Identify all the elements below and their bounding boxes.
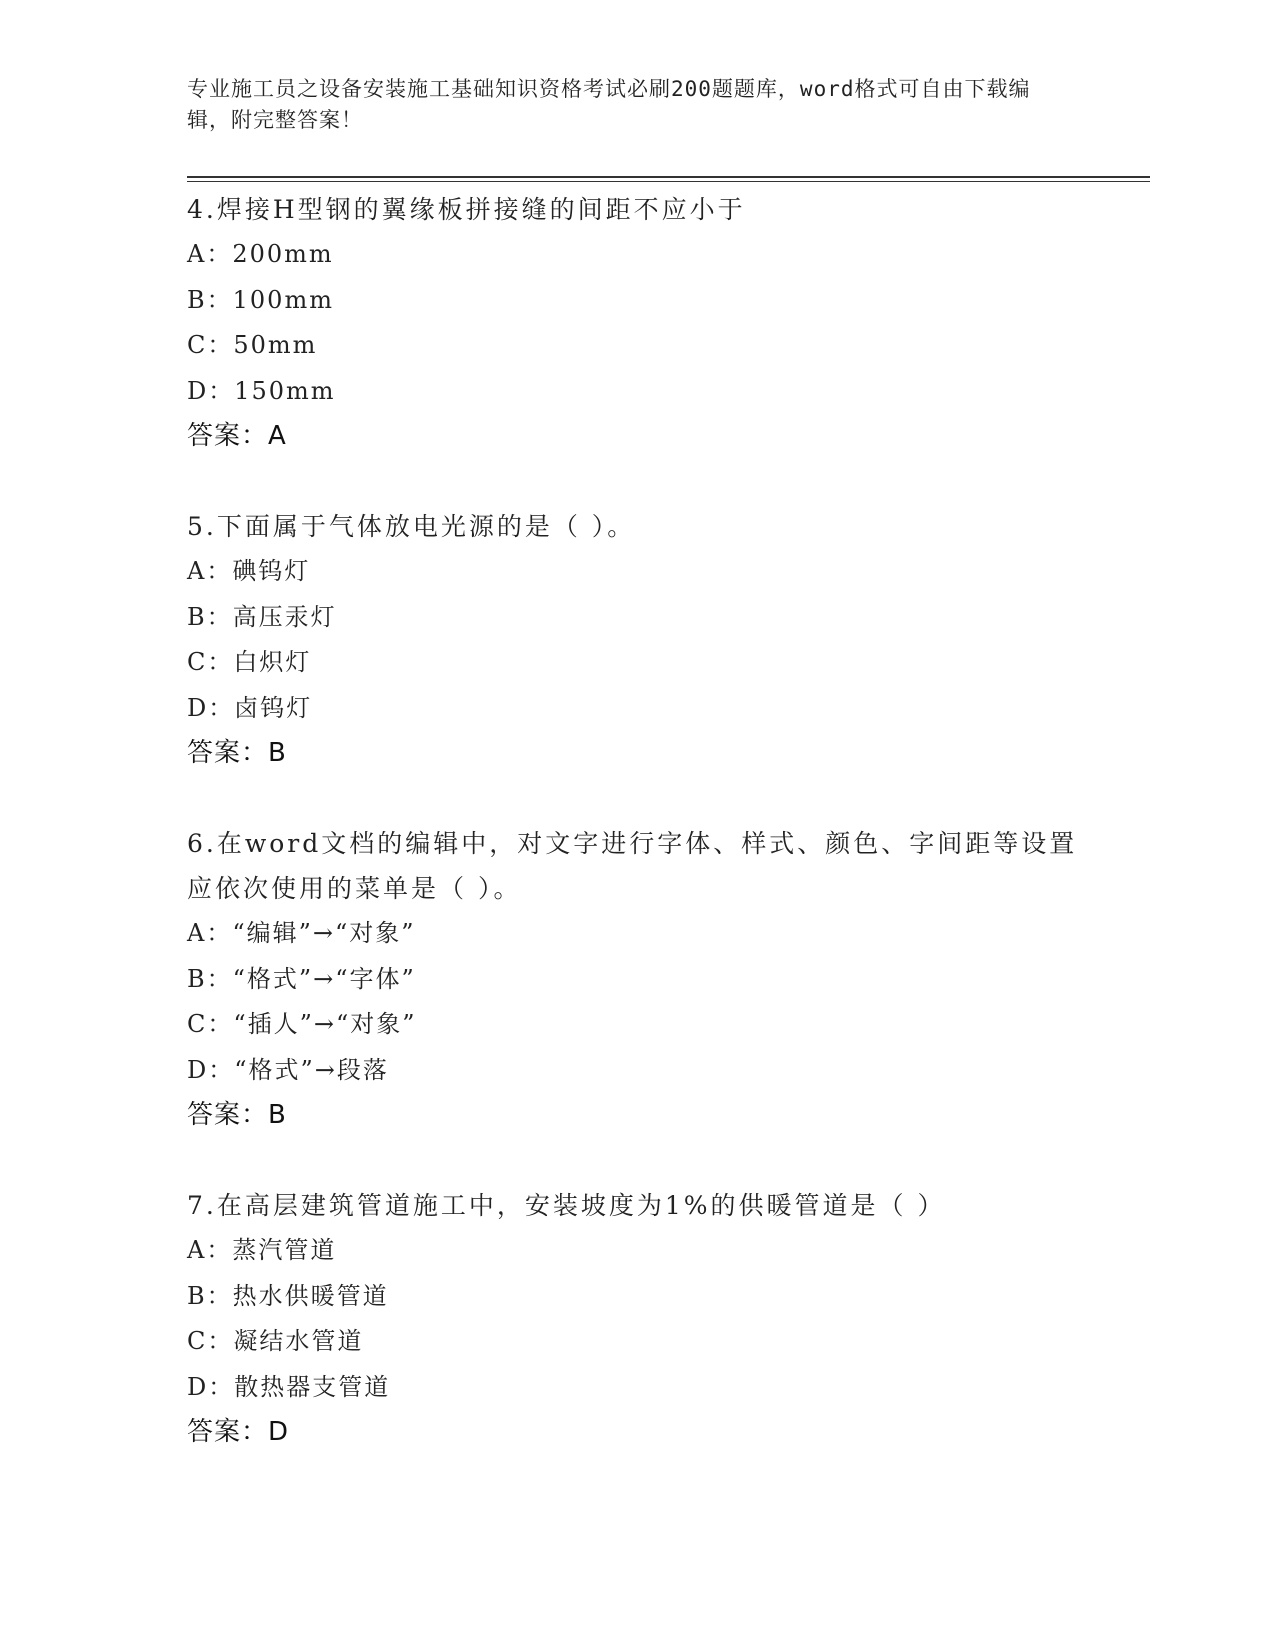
answer-line: 答案：D xyxy=(187,1417,290,1447)
answer-line: 答案：B xyxy=(187,738,287,768)
option-a: A：200mm xyxy=(187,240,334,268)
question-6 xyxy=(187,821,1087,1137)
option-c: C：50mm xyxy=(187,331,318,359)
document-header: 专业施工员之设备安装施工基础知识资格考试必刷200题题库，word格式可自由下载编辑，附完整答案！ xyxy=(187,77,1031,132)
question-4 xyxy=(187,187,1087,458)
question-stem: 4.焊接H型钢的翼缘板拼接缝的间距不应小于 xyxy=(187,195,746,224)
option-a: A：“编辑”→“对象” xyxy=(187,919,416,947)
question-7 xyxy=(187,1183,1087,1454)
question-5 xyxy=(187,504,1087,775)
option-b: B：“格式”→“字体” xyxy=(187,964,416,993)
question-stem: 5.下面属于气体放电光源的是（ ）。 xyxy=(187,512,636,541)
option-c: C：凝结水管道 xyxy=(187,1327,364,1355)
option-a: A：碘钨灯 xyxy=(187,557,311,585)
option-b: B：100mm xyxy=(187,285,334,314)
question-stem: 7.在高层建筑管道施工中，安装坡度为1%的供暖管道是（ ） xyxy=(187,1191,946,1220)
question-stem: 6.在word文档的编辑中，对文字进行字体、样式、颜色、字间距等设置应依次使用的菜单是（ ）。 xyxy=(187,829,1078,903)
option-d: D：卤钨灯 xyxy=(187,693,313,722)
option-c: C：白炽灯 xyxy=(187,648,312,676)
answer-line: 答案：B xyxy=(187,1100,287,1130)
answer-line: 答案：A xyxy=(187,421,287,451)
option-c: C：“插人”→“对象” xyxy=(187,1010,417,1038)
question-list xyxy=(187,187,1087,1500)
option-d: D：“格式”→段落 xyxy=(187,1055,389,1084)
option-b: B：高压汞灯 xyxy=(187,602,337,631)
option-b: B：热水供暖管道 xyxy=(187,1281,389,1310)
option-a: A：蒸汽管道 xyxy=(187,1236,337,1264)
header-divider-thin xyxy=(187,181,1150,182)
option-d: D：150mm xyxy=(187,376,336,405)
option-d: D：散热器支管道 xyxy=(187,1372,391,1401)
header-divider-thick xyxy=(187,176,1150,178)
